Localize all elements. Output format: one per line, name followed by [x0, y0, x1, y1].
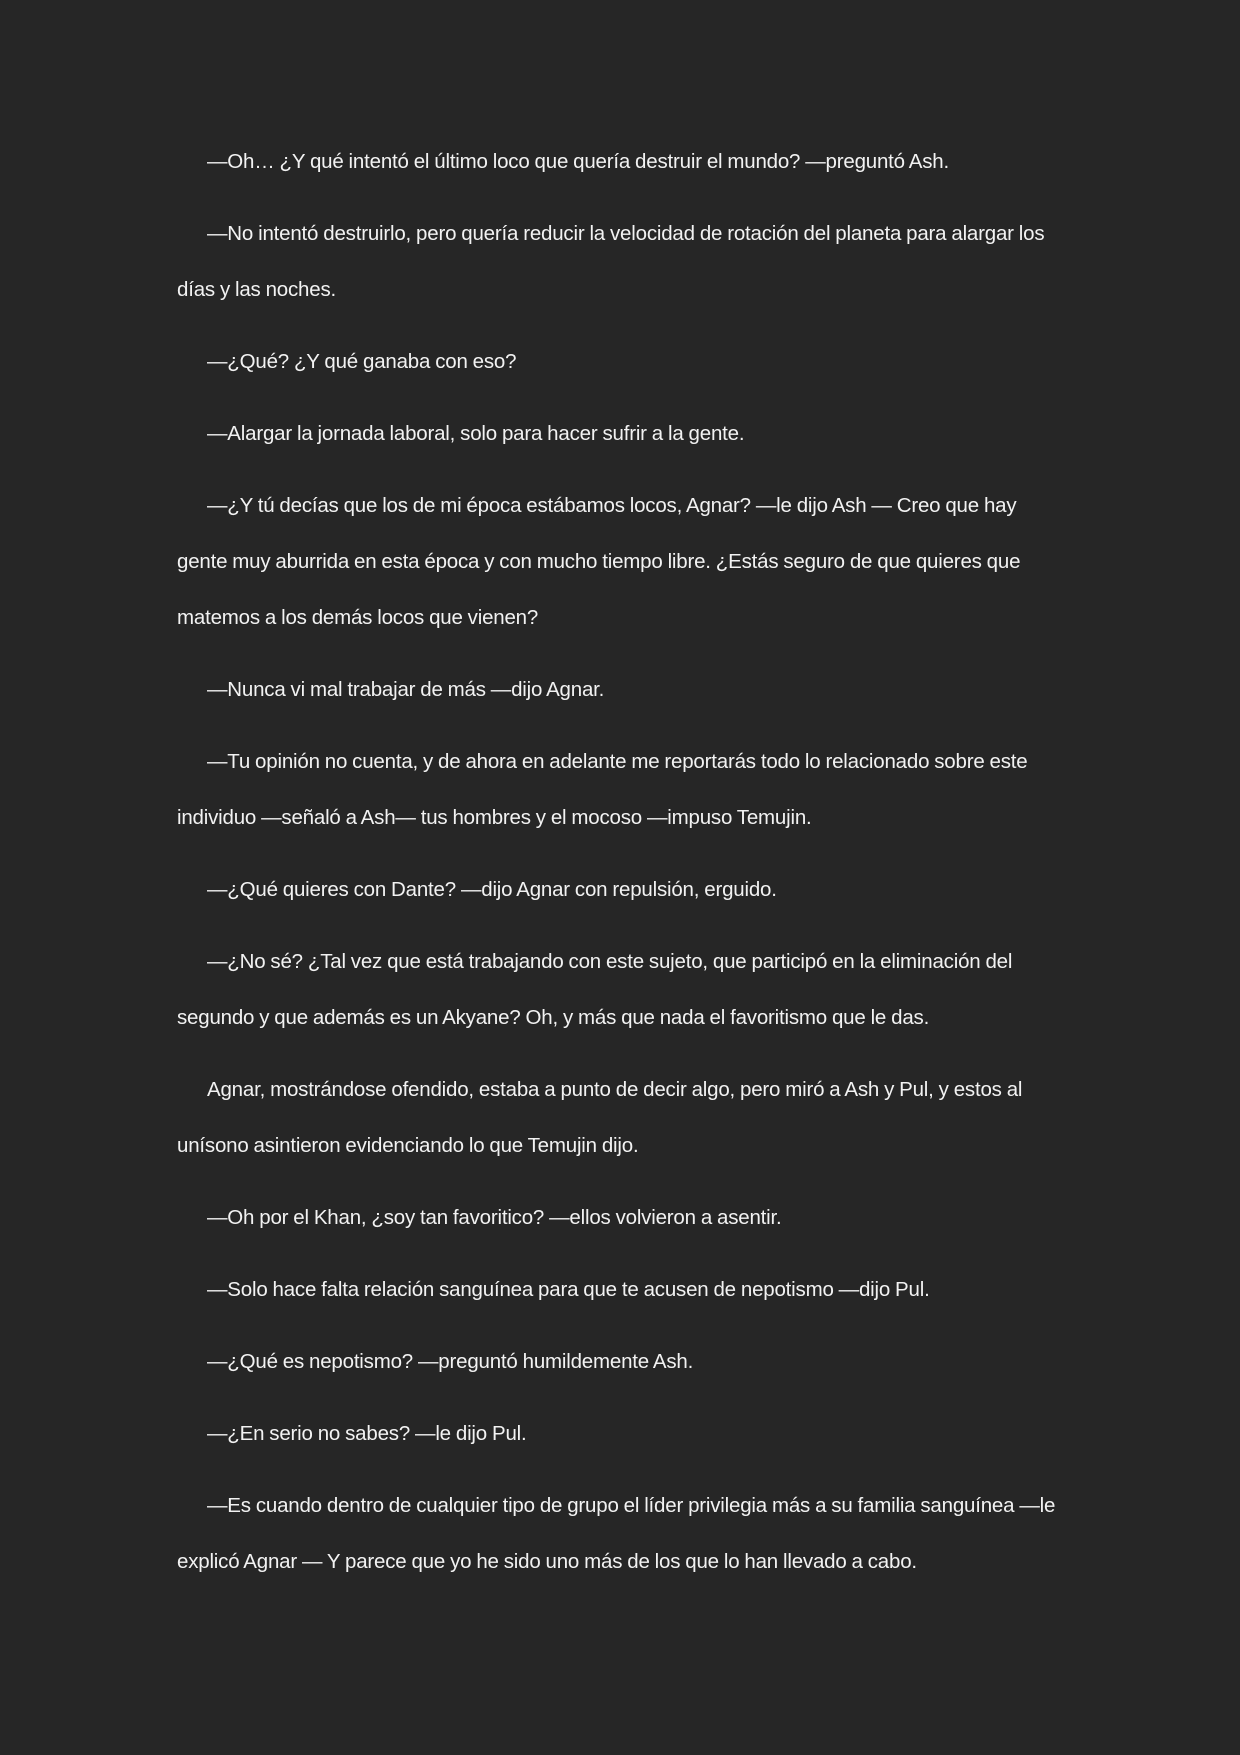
- document-body: [177, 134, 1067, 1606]
- paragraph: —¿No sé? ¿Tal vez que está trabajando con este sujeto, que participó en la eliminación del segundo y que además es un Akyane? Oh, y más que nada el favoritismo que le das.: [177, 950, 1013, 1029]
- paragraph: —Es cuando dentro de cualquier tipo de grupo el líder privilegia más a su familia sanguínea —le explicó Agnar — Y parece que yo he sido uno más de los que lo han llevado a cabo.: [177, 1494, 1056, 1573]
- paragraph: —Tu opinión no cuenta, y de ahora en adelante me reportarás todo lo relacionado sobre este individuo —señaló a Ash— tus hombres y el mocoso —impuso Temujin.: [177, 750, 1028, 829]
- paragraph: —¿En serio no sabes? —le dijo Pul.: [207, 1422, 527, 1445]
- paragraph: —Oh por el Khan, ¿soy tan favoritico? —ellos volvieron a asentir.: [207, 1206, 782, 1229]
- paragraph: Agnar, mostrándose ofendido, estaba a punto de decir algo, pero miró a Ash y Pul, y estos al unísono asintieron evidenciando lo que Temujin dijo.: [177, 1078, 1023, 1157]
- paragraph: —No intentó destruirlo, pero quería reducir la velocidad de rotación del planeta para alargar los días y las noches.: [177, 222, 1045, 301]
- paragraph: —Alargar la jornada laboral, solo para hacer sufrir a la gente.: [207, 422, 745, 445]
- paragraph: —Nunca vi mal trabajar de más —dijo Agnar.: [207, 678, 605, 701]
- paragraph: —Oh… ¿Y qué intentó el último loco que quería destruir el mundo? —preguntó Ash.: [207, 150, 949, 173]
- paragraph: —¿Qué es nepotismo? —preguntó humildemente Ash.: [207, 1350, 694, 1373]
- paragraph: —Solo hace falta relación sanguínea para que te acusen de nepotismo —dijo Pul.: [207, 1278, 930, 1301]
- paragraph: —¿Qué? ¿Y qué ganaba con eso?: [207, 350, 517, 373]
- paragraph: —¿Y tú decías que los de mi época estábamos locos, Agnar? —le dijo Ash — Creo que hay gente muy aburrida en esta época y con mucho tiempo libre. ¿Estás seguro de que quieres que matemos a los demás locos que vienen?: [177, 494, 1021, 629]
- paragraph: —¿Qué quieres con Dante? —dijo Agnar con repulsión, erguido.: [207, 878, 777, 901]
